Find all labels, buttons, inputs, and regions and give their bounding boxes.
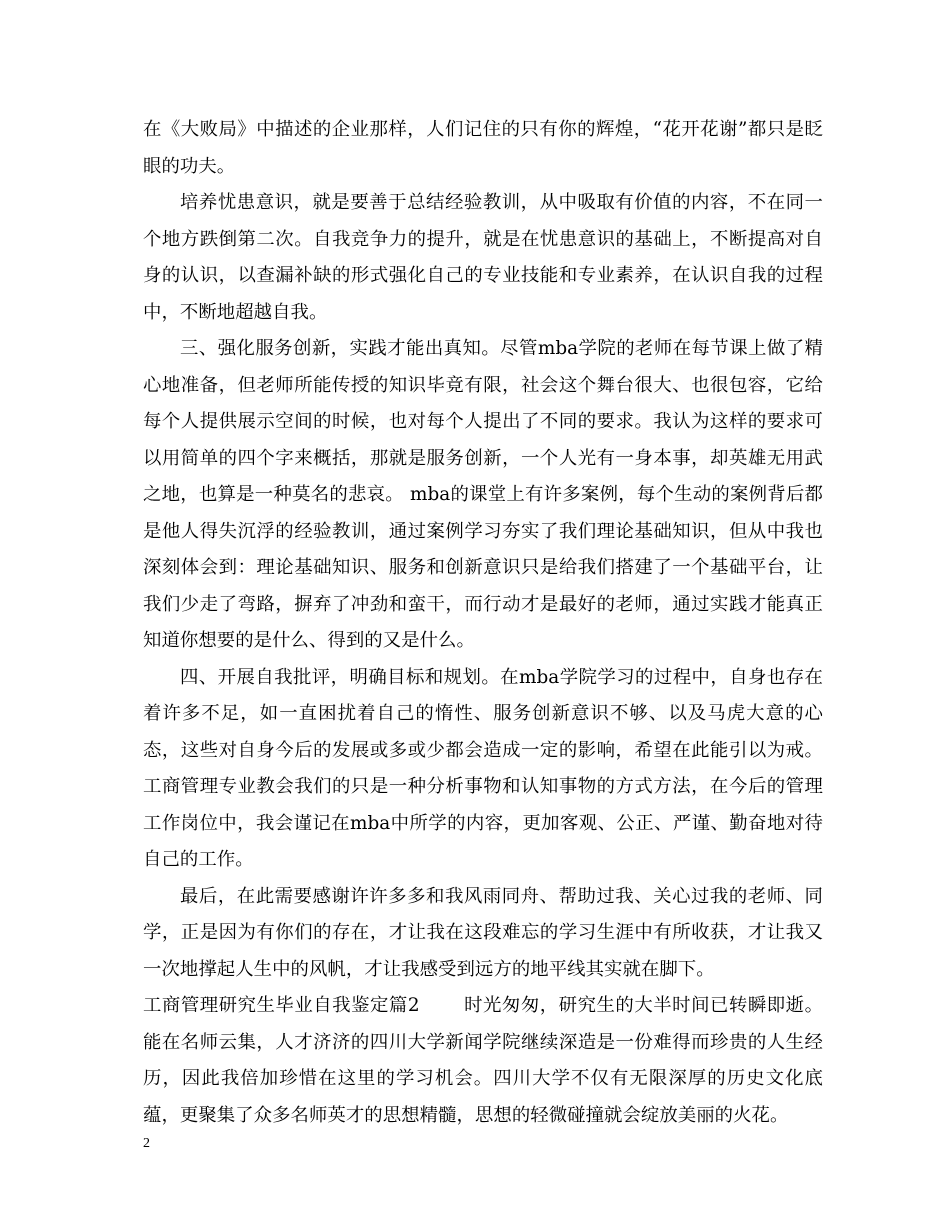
paragraph-4: 四、开展自我批评，明确目标和规划。在mba学院学习的过程中，自身也存在着许多不足，如一直困扰着自己的惰性、服务创新意识不够、以及马虎大意的心态，这些对自身今后的发展或多或少都会造成一定的影响，希望在此能引以为戒。工商管理专业教会我们的只是一种分析事物和认知事物的方式方法，在今后的管理工作岗位中，我会谨记在mba中所学的内容，更加客观、公正、严谨、勤奋地对待自己的工作。 bbox=[143, 666, 823, 870]
page-number: 2 bbox=[143, 1136, 150, 1151]
document-body bbox=[143, 112, 823, 1134]
paragraph-5: 最后，在此需要感谢许许多多和我风雨同舟、帮助过我、关心过我的老师、同学，正是因为有你们的存在，才让我在这段难忘的学习生涯中有所收获，才让我又一次地撑起人生中的风帆，才让我感受到远方的地平线其实就在脚下。 bbox=[143, 885, 823, 980]
paragraph-2: 培养忧患意识，就是要善于总结经验教训，从中吸取有价值的内容，不在同一个地方跌倒第二次。自我竞争力的提升，就是在忧患意识的基础上，不断提高对自身的认识，以查漏补缺的形式强化自己的专业技能和专业素养，在认识自我的过程中，不断地超越自我。 bbox=[143, 192, 823, 323]
section-continuation: 能在名师云集，人才济济的四川大学新闻学院继续深造是一份难得而珍贵的人生经历，因此我倍加珍惜在这里的学习机会。四川大学不仅有无限深厚的历史文化底蕴，更聚集了众多名师英才的思想精髓，思想的轻微碰撞就会绽放美丽的火花。 bbox=[143, 1031, 823, 1126]
section-heading: 工商管理研究生毕业自我鉴定篇2 bbox=[143, 995, 420, 1016]
section-first-text: 时光匆匆，研究生的大半时间已转瞬即逝。 bbox=[463, 995, 824, 1016]
paragraph-3: 三、强化服务创新，实践才能出真知。尽管mba学院的老师在每节课上做了精心地准备，但老师所能传授的知识毕竟有限，社会这个舞台很大、也很包容，它给每个人提供展示空间的时候，也对每个人提出了不同的要求。我认为这样的要求可以用简单的四个字来概括，那就是服务创新，一个人光有一身本事，却英雄无用武之地，也算是一种莫名的悲哀。 mba的课堂上有许多案例，每个生动的案例背后都是他人得失沉浮的经验教训，通过案例学习夯实了我们理论基础知识，但从中我也深刻体会到：理论基础知识、服务和创新意识只是给我们搭建了一个基础平台，让我们少走了弯路，摒弃了冲劲和蛮干，而行动才是最好的老师，通过实践才能真正知道你想要的是什么、得到的又是什么。 bbox=[143, 338, 823, 651]
paragraph-1: 在《大败局》中描述的企业那样，人们记住的只有你的辉煌，“花开花谢”都只是眨眼的功夫。 bbox=[143, 119, 823, 177]
section-paragraph bbox=[143, 988, 823, 1134]
